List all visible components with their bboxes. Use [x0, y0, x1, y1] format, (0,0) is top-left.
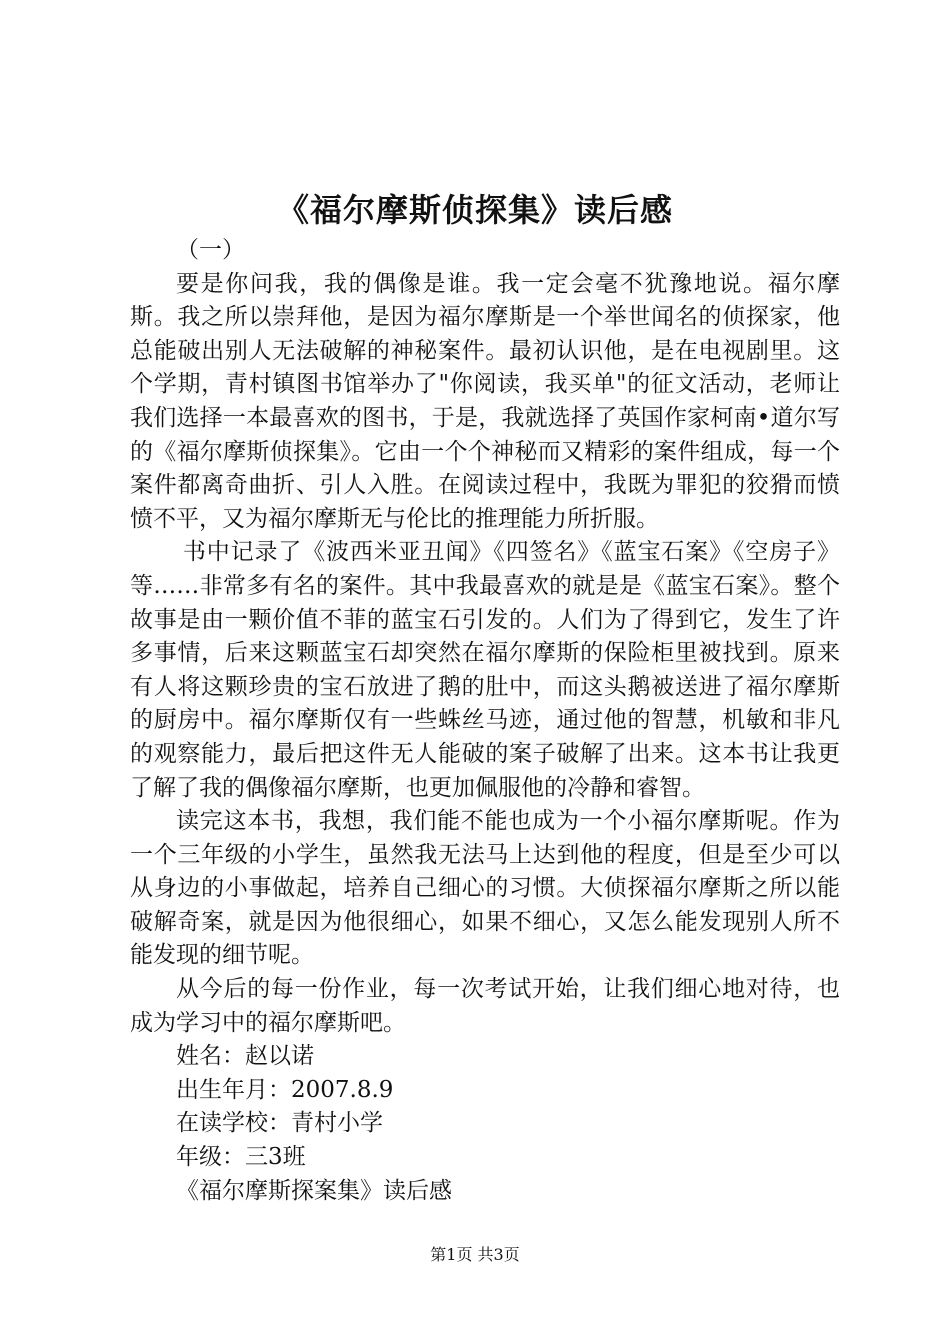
author-grade: 年级：三3班: [176, 1144, 306, 1171]
page-number-footer: 第1页 共3页: [430, 1245, 520, 1264]
paragraph-4: 从今后的每一份作业，每一次考试开始，让我们细心地对待，也成为学习中的福尔摩斯吧。: [130, 976, 840, 1036]
paragraph-2: 书中记录了《波西米亚丑闻》《四签名》《蓝宝石案》《空房子》等……非常多有名的案件。其中我最喜欢的就是是《蓝宝石案》。整个故事是由一颗价值不菲的蓝宝石引发的。人们为了得到它，发生了许多事情，后来这颗蓝宝石却突然在福尔摩斯的保险柜里被找到。原来有人将这颗珍贵的宝石放进了鹅的肚中，而这头鹅被送进了福尔摩斯的厨房中。福尔摩斯仅有一些蛛丝马迹，通过他的智慧，机敏和非凡的观察能力，最后把这件无人能破的案子破解了出来。这本书让我更了解了我的偶像福尔摩斯，也更加佩服他的冷静和睿智。: [130, 539, 840, 801]
author-birth-date: 出生年月：2007.8.9: [176, 1076, 394, 1103]
author-school: 在读学校：青村小学: [176, 1110, 383, 1137]
section-marker: （一）: [176, 237, 245, 263]
paragraph-1: 要是你问我，我的偶像是谁。我一定会毫不犹豫地说。福尔摩斯。我之所以崇拜他，是因为福尔摩斯是一个举世闻名的侦探家，他总能破出别人无法破解的神秘案件。最初认识他，是在电视剧里。这个学期，青村镇图书馆举办了"你阅读，我买单"的征文活动，老师让我们选择一本最喜欢的图书，于是，我就选择了英国作家柯南•道尔写的《福尔摩斯侦探集》。它由一个个神秘而又精彩的案件组成，每一个案件都离奇曲折、引人入胜。在阅读过程中，我既为罪犯的狡猾而愤愤不平，又为福尔摩斯无与伦比的推理能力所折服。: [130, 270, 840, 532]
paragraph-3: 读完这本书，我想，我们能不能也成为一个小福尔摩斯呢。作为一个三年级的小学生，虽然我无法马上达到他的程度，但是至少可以从身边的小事做起，培养自己细心的习惯。大侦探福尔摩斯之所以能破解奇案，就是因为他很细心，如果不细心，又怎么能发现别人所不能发现的细节呢。: [130, 808, 840, 969]
author-name: 姓名：赵以诺: [176, 1043, 314, 1070]
next-section-heading: 《福尔摩斯探案集》读后感: [176, 1177, 452, 1204]
document-body: [130, 234, 840, 1208]
document-title: 《福尔摩斯侦探集》读后感: [276, 191, 673, 229]
